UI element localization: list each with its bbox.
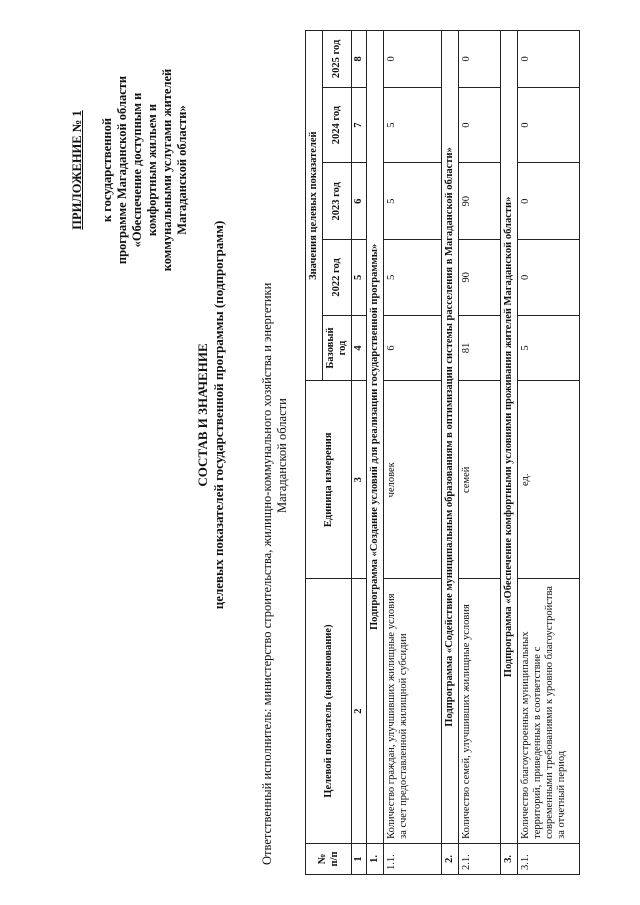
heading-subtitle: целевых показателей государственной программы (подпрограмм) [211, 220, 226, 610]
value-2022: 5 [384, 240, 442, 316]
header-2023: 2023 год [323, 163, 352, 240]
value-2023: 90 [459, 163, 501, 240]
appendix-title: ПРИЛОЖЕНИЕ № 1 [70, 110, 84, 230]
executor-line: Ответственный исполнитель: министерство строительства, жилищно-коммунального хозяйства и энергетики [260, 282, 274, 865]
header-name: Целевой показатель (наименование) [306, 579, 352, 844]
value-2024: 5 [384, 87, 442, 163]
executor-line: Магаданской области [275, 398, 289, 513]
section-num: 3. [501, 843, 518, 874]
column-index: 6 [352, 163, 367, 240]
responsible-executor [260, 65, 290, 865]
column-index: 7 [352, 87, 367, 163]
header-unit: Единица измерения [306, 381, 352, 579]
appendix-line: коммунальными услугами жителей [160, 68, 174, 272]
value-2022: 0 [518, 240, 580, 316]
appendix-line: Магаданской области» [175, 105, 189, 235]
subprogram-row [501, 31, 518, 875]
subprogram-row [367, 31, 384, 875]
appendix-line: программе Магаданской области [115, 75, 129, 265]
section-num: 2. [442, 843, 459, 874]
header-values-group: Значения целевых показателей [306, 31, 323, 381]
header-2025: 2025 год [323, 31, 352, 88]
heading-title: СОСТАВ И ЗНАЧЕНИЕ [195, 343, 210, 487]
indicators-table [305, 30, 580, 875]
value-2024: 0 [459, 87, 501, 163]
value-2023: 5 [384, 163, 442, 240]
table-row [518, 31, 580, 875]
unit-cell: семей [459, 381, 501, 579]
value-2023: 0 [518, 163, 580, 240]
header-num: № п/п [306, 843, 352, 874]
column-index: 5 [352, 240, 367, 316]
value-2022: 90 [459, 240, 501, 316]
table-row [459, 31, 501, 875]
appendix-line: комфортным жильем и [145, 103, 159, 237]
indicator-name: Количество семей, улучшивших жилищные условия [459, 579, 501, 844]
column-index-row [352, 31, 367, 875]
base-value: 81 [459, 315, 501, 381]
subprogram-row [442, 31, 459, 875]
unit-cell: ед. [518, 381, 580, 579]
value-2025: 0 [459, 31, 501, 88]
column-index: 8 [352, 31, 367, 88]
row-num: 1.1. [384, 843, 442, 874]
header-2024: 2024 год [323, 87, 352, 163]
subprogram-title: Подпрограмма «Создание условий для реализации государственной программы» [367, 31, 384, 844]
unit-cell: человек [384, 381, 442, 579]
indicator-name: Количество благоустроенных муниципальных территорий, приведенных в соответствие с современными требованиями к уровню благоустройства за отчетный период [518, 579, 580, 844]
document-heading [195, 135, 227, 695]
value-2025: 0 [384, 31, 442, 88]
subprogram-title: Подпрограмма «Содействие муниципальным образованиям в оптимизации системы расселения в Магаданской области» [442, 31, 459, 844]
table-row [384, 31, 442, 875]
value-2024: 0 [518, 87, 580, 163]
header-base-year: Базовый год [323, 315, 352, 381]
base-value: 6 [384, 315, 442, 381]
appendix-block [70, 20, 190, 320]
row-num: 3.1. [518, 843, 580, 874]
base-value: 5 [518, 315, 580, 381]
subprogram-title: Подпрограмма «Обеспечение комфортными условиями проживания жителей Магаданской области» [501, 31, 518, 844]
column-index: 2 [352, 579, 367, 844]
appendix-line: «Обеспечение доступным и [130, 92, 144, 248]
value-2025: 0 [518, 31, 580, 88]
header-row [306, 31, 323, 875]
column-index: 4 [352, 315, 367, 381]
appendix-line: к государственной [100, 117, 114, 223]
column-index: 3 [352, 381, 367, 579]
header-2022: 2022 год [323, 240, 352, 316]
column-index: 1 [352, 843, 367, 874]
row-num: 2.1. [459, 843, 501, 874]
section-num: 1. [367, 843, 384, 874]
indicator-name: Количество граждан, улучшивших жилищные условия за счет предоставленной жилищной субсидии [384, 579, 442, 844]
